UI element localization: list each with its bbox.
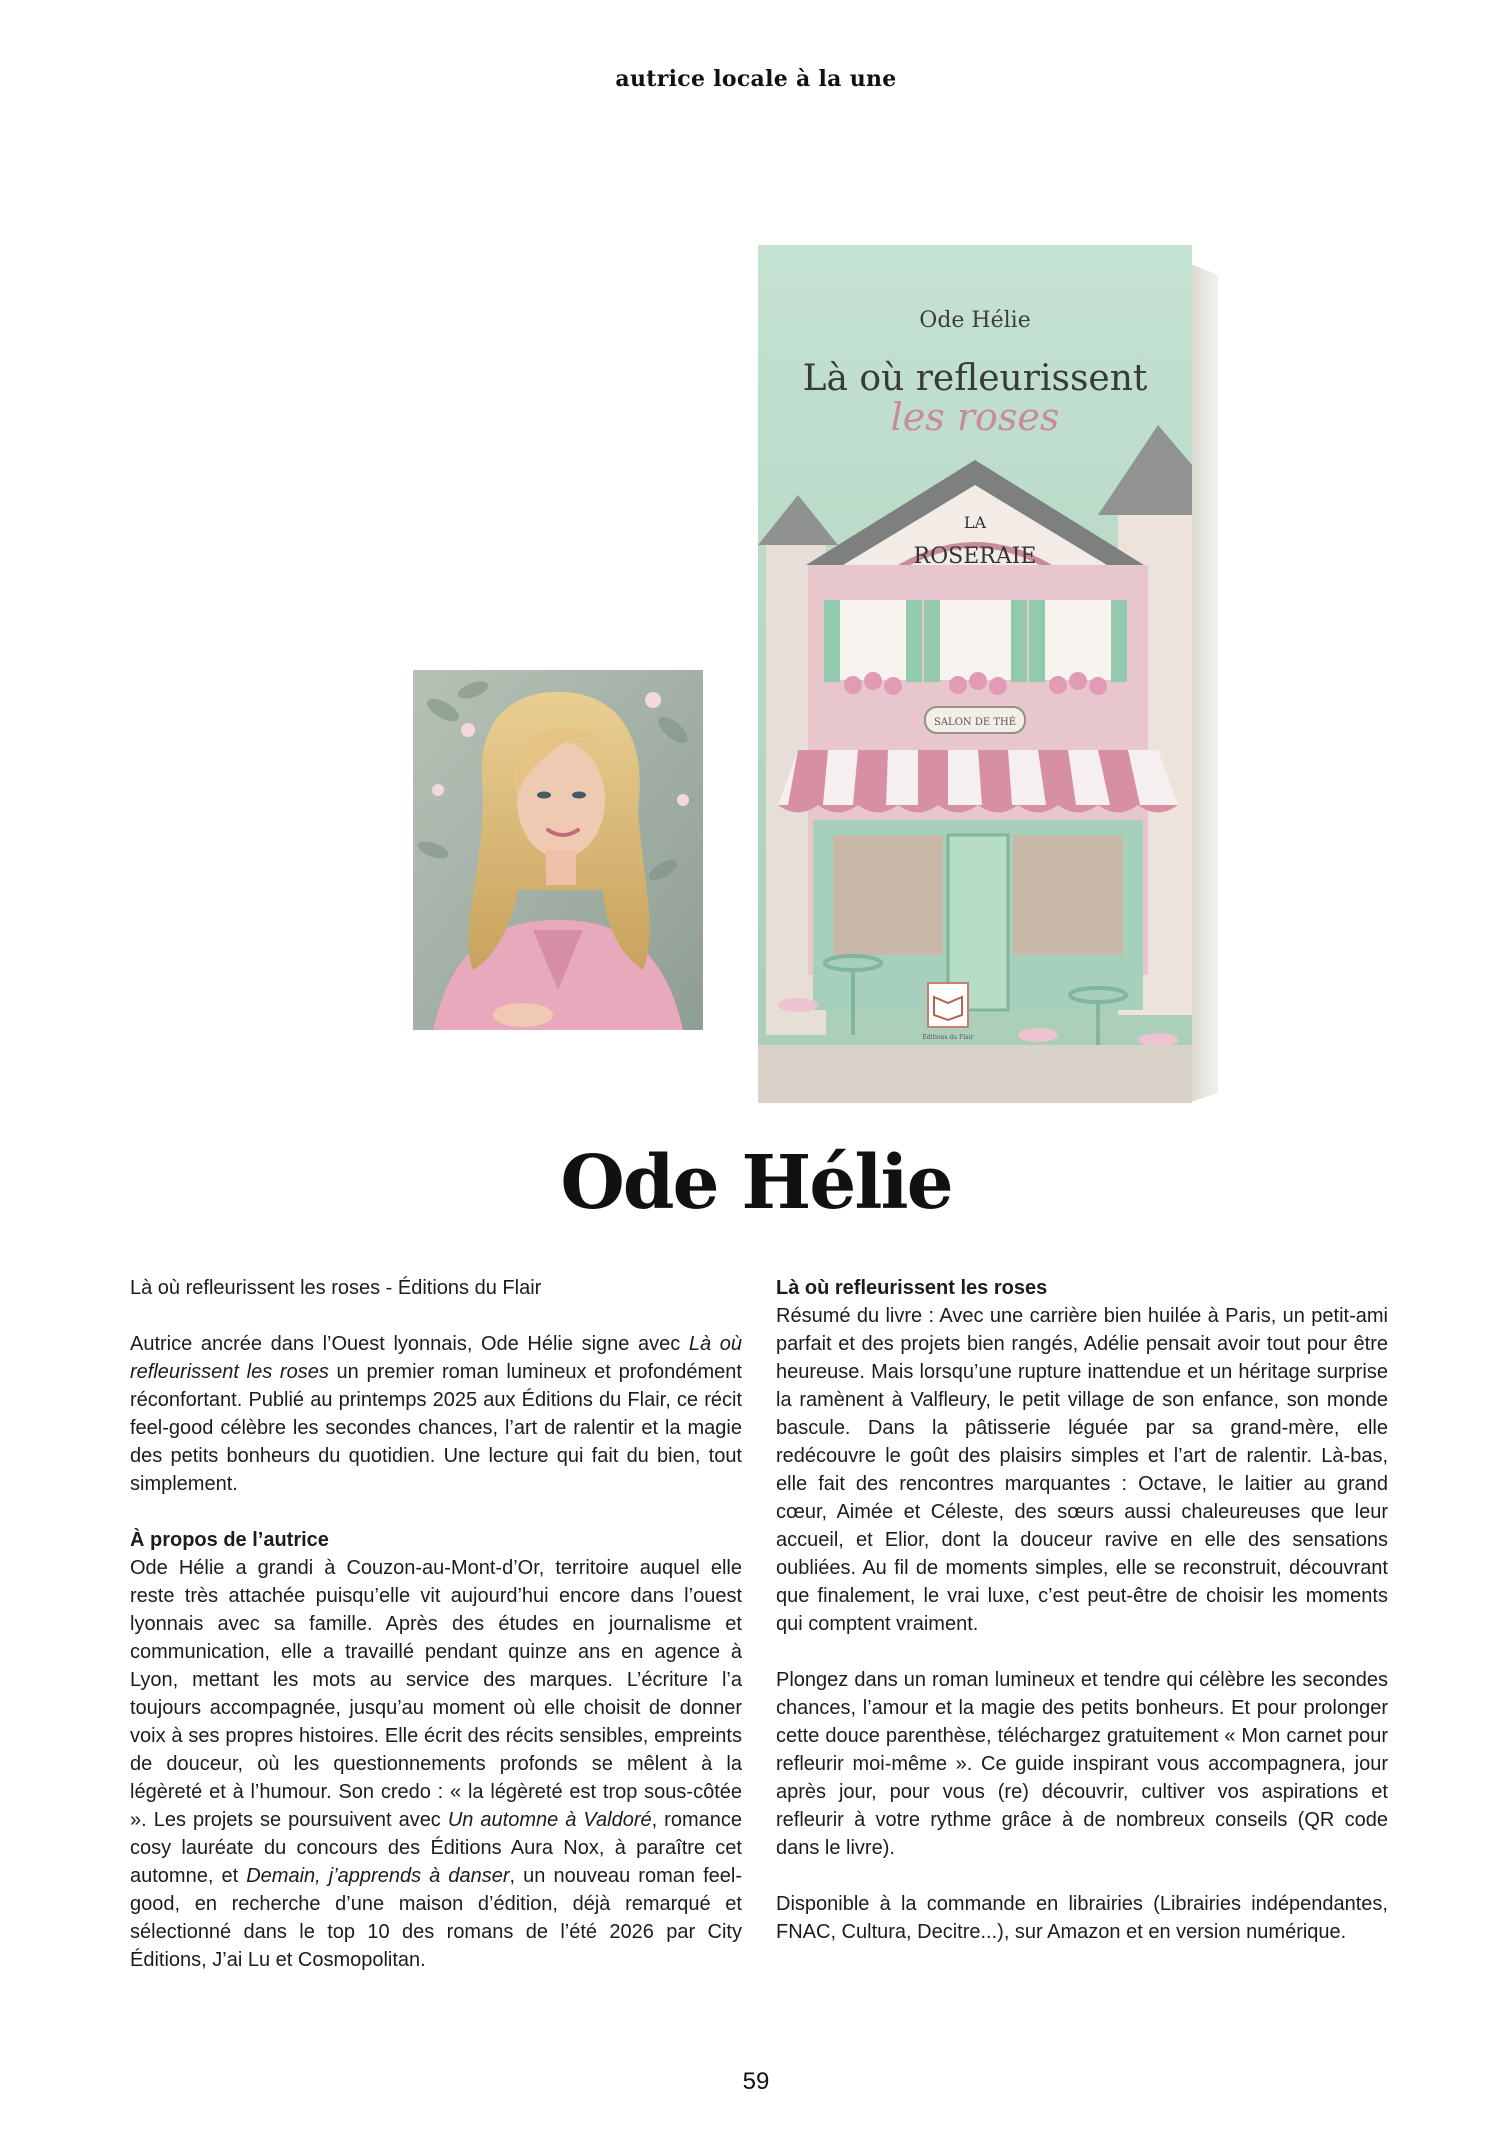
promo-paragraph: Plongez dans un roman lumineux et tendre qui célèbre les secondes chances, l’amour et la magie des petits bonheurs. Et pour prolonger cette douce parenthèse, téléchargez gratuitement « Mon carnet pour refleurir moi-même ». Ce guide inspirant vous accompagnera, jour après jour, pour vous (re) découvrir, cultiver vos aspirations et refleurir à votre rythme grâce à de nombreux conseils (QR code dans le livre). (776, 1669, 1388, 1859)
about-author-heading: À propos de l’autrice (130, 1529, 329, 1551)
cover-author: Ode Hélie (919, 308, 1031, 333)
summary-paragraph: Là où refleurissent les roses Résumé du livre : Avec une carrière bien huilée à Paris, un petit-ami parfait et des projets bien rangés, Adélie pensait avoir tout pour être heureuse. Mais lorsqu’une rupture inattendue et un héritage surprise la ramènent à Valfleury, le petit village de son enfance, son monde bascule. Dans la pâtisserie léguée par sa grand-mère, elle redécouvre le goût des plaisirs simples et l’art de ralentir. Là-bas, elle fait des rencontres marquantes : Octave, le laitier au grand cœur, Aimée et Céleste, des sœurs aussi chaleureuses que leur accueil, et Elior, dont la douceur ravive en elle des sensations oubliées. Au fil de moments simples, elle se reconstruit, découvrant que finalement, le vrai luxe, c’est peut-être de choisir les moments qui comptent vraiment. (776, 1274, 1388, 1638)
section-header: autrice locale à la une (615, 66, 897, 92)
cover-title-line1: Là où refleurissent (802, 358, 1148, 399)
intro-paragraph: Autrice ancrée dans l’Ouest lyonnais, Ode Hélie signe avec Là où refleurissent les roses un premier roman lumineux et profondément réconfortant. Publié au printemps 2025 aux Éditions du Flair, ce récit feel-good célèbre les secondes chances, l’art de ralentir et la magie des petits bonheurs du quotidien. Une lecture qui fait du bien, tout simplement. (130, 1333, 742, 1495)
book-publisher-line: Là où refleurissent les roses - Éditions du Flair (130, 1277, 542, 1299)
shop-sub-sign: SALON DE THÉ (933, 717, 1017, 728)
about-author-paragraph: À propos de l’autrice Ode Hélie a grandi à Couzon-au-Mont-d’Or, territoire auquel elle reste très attachée puisqu’elle vit aujourd’hui encore dans l’ouest lyonnais avec sa famille. Après des études en journalisme et communication, elle a travaillé pendant quinze ans en agence à Lyon, mettant les mots au service des marques. L’écriture l’a toujours accompagnée, jusqu’au moment où elle choisit de donner voix à ses propres histoires. Elle écrit des récits sensibles, empreints de douceur, où les questionnements profonds se mêlent à la légèreté et à l’humour. Son credo : « la légèreté est trop sous-côtée ». Les projets se poursuivent avec Un automne à Valdoré, romance cosy lauréate du concours des Éditions Aura Nox, à paraître cet automne, et Demain, j’apprends à danser, un nouveau roman feel-good, en recherche d’une maison d’édition, déjà remarqué et sélectionné dans le top 10 des romans de l’été 2026 par City Éditions, J’ai Lu et Cosmopolitan. (130, 1526, 742, 1974)
book-cover (758, 245, 1236, 1103)
availability-paragraph: Disponible à la commande en librairies (Librairies indépendantes, FNAC, Cultura, Decitre...), sur Amazon et en version numérique. (776, 1893, 1388, 1943)
about-book-title-2: Demain, j’apprends à danser (246, 1865, 510, 1887)
author-name-title: Ode Hélie (560, 1140, 952, 1226)
shop-sign-la: LA (963, 513, 987, 532)
book-heading: Là où refleurissent les roses (776, 1277, 1048, 1299)
portrait-illustration (413, 670, 703, 1030)
publisher-logo: Éditions du Flair (922, 1034, 974, 1041)
page-number: 59 (742, 2068, 770, 2095)
author-portrait (413, 670, 703, 1030)
about-book-title-1: Un automne à Valdoré (447, 1809, 652, 1831)
left-column (130, 1274, 742, 1974)
cover-title-line2: les roses (890, 395, 1060, 439)
book-cover-illustration (758, 245, 1236, 1103)
intro-book-title: Là où refleurissent les roses (130, 1333, 742, 1383)
shop-sign-name: ROSERAIE (913, 544, 1037, 569)
right-column (776, 1274, 1388, 1946)
